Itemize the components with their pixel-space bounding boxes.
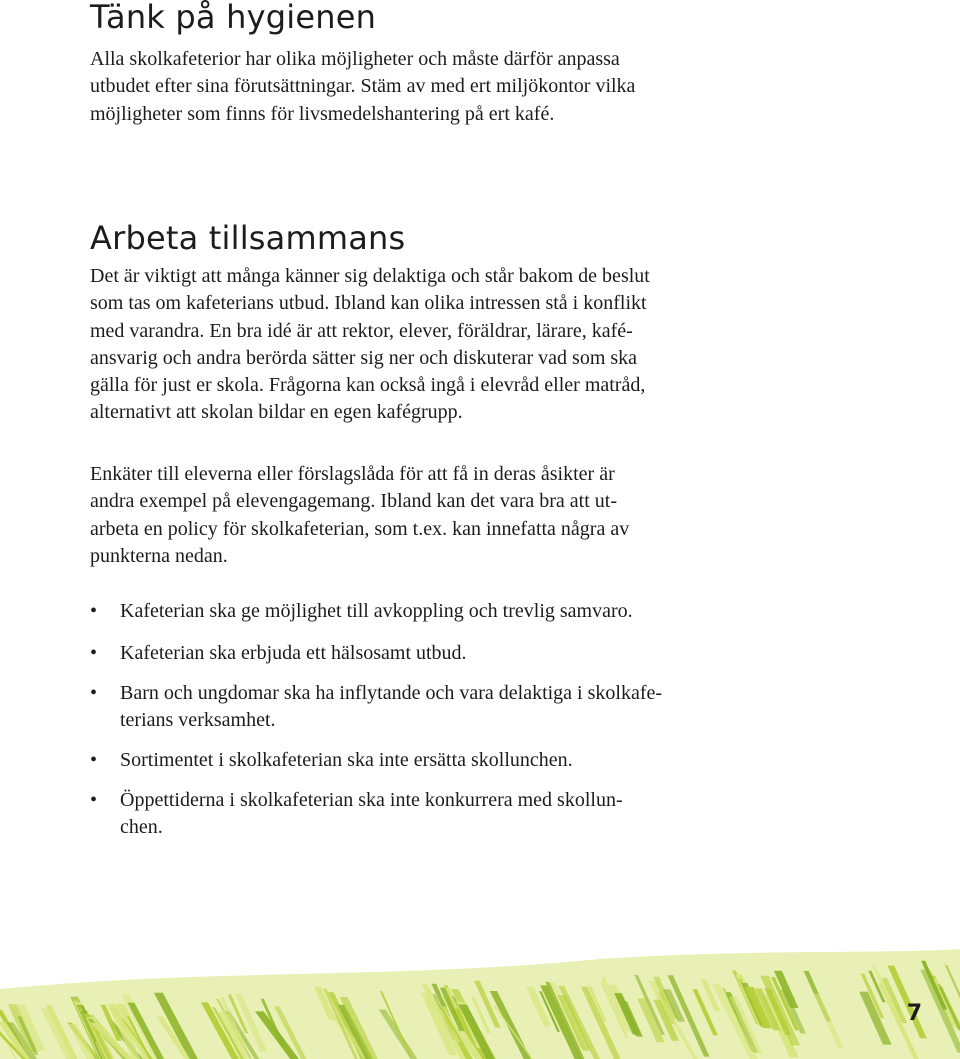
text-line: gälla för just er skola. Frågorna kan också ingå i elevråd eller matråd,: [90, 374, 646, 397]
heading-arbeta-tillsammans: Arbeta tillsammans: [90, 219, 406, 257]
list-item-text: [120, 747, 573, 774]
bullet-icon: •: [90, 682, 98, 704]
text-line: chen.: [120, 816, 163, 839]
text-line: Öppettiderna i skolkafeterian ska inte konkurrera med skollun-: [120, 789, 623, 811]
list-item-text: [120, 680, 662, 735]
paragraph-arbeta-2: [90, 461, 710, 570]
text-line: Kafeterian ska ge möjlighet till avkoppling och trevlig samvaro.: [120, 600, 633, 622]
text-line: Alla skolkafeterior har olika möjligheter och måste därför anpassa: [90, 48, 620, 70]
brush-strokes: [0, 949, 960, 1059]
paragraph-arbeta-1: [90, 263, 710, 427]
list-item-text: [120, 640, 467, 667]
text-line: Kafeterian ska erbjuda ett hälsosamt utbud.: [120, 642, 467, 664]
bullet-icon: •: [90, 789, 98, 811]
page-number: 7: [906, 1001, 922, 1026]
text-line: Barn och ungdomar ska ha inflytande och vara delaktiga i skolkafe-: [120, 682, 663, 704]
text-line: punkterna nedan.: [90, 544, 228, 567]
bullet-icon: •: [90, 749, 98, 771]
text-line: terians verksamhet.: [120, 709, 276, 732]
heading-hygien: Tänk på hygienen: [90, 0, 377, 36]
text-line: med varandra. En bra idé är att rektor, elever, föräldrar, lärare, kafé-: [90, 319, 633, 342]
text-line: Sortimentet i skolkafeterian ska inte ersätta skollunchen.: [120, 749, 573, 771]
text-line: möjligheter som finns för livsmedelshantering på ert kafé.: [90, 102, 555, 125]
text-line: andra exempel på elevengagemang. Ibland kan det vara bra att ut-: [90, 490, 617, 513]
text-line: som tas om kafeterians utbud. Ibland kan olika intressen stå i konflikt: [90, 292, 647, 315]
list-item-text: [120, 787, 623, 842]
text-line: utbudet efter sina förutsättningar. Stäm av med ert miljökontor vilka: [90, 75, 636, 98]
text-line: Enkäter till eleverna eller förslagslåda för att få in deras åsikter är: [90, 463, 615, 485]
list-item-text: [120, 598, 633, 625]
green-brush-decoration: [0, 949, 960, 1059]
text-line: ansvarig och andra berörda sätter sig ner och diskuterar vad som ska: [90, 346, 638, 369]
text-line: Det är viktigt att många känner sig delaktiga och står bakom de beslut: [90, 265, 650, 287]
bullet-icon: •: [90, 642, 98, 664]
text-line: arbeta en policy för skolkafeterian, som t.ex. kan innefatta några av: [90, 517, 630, 540]
paragraph-hygien: [90, 46, 710, 128]
text-line: alternativt att skolan bildar en egen kafégrupp.: [90, 401, 463, 424]
bullet-icon: •: [90, 600, 98, 622]
